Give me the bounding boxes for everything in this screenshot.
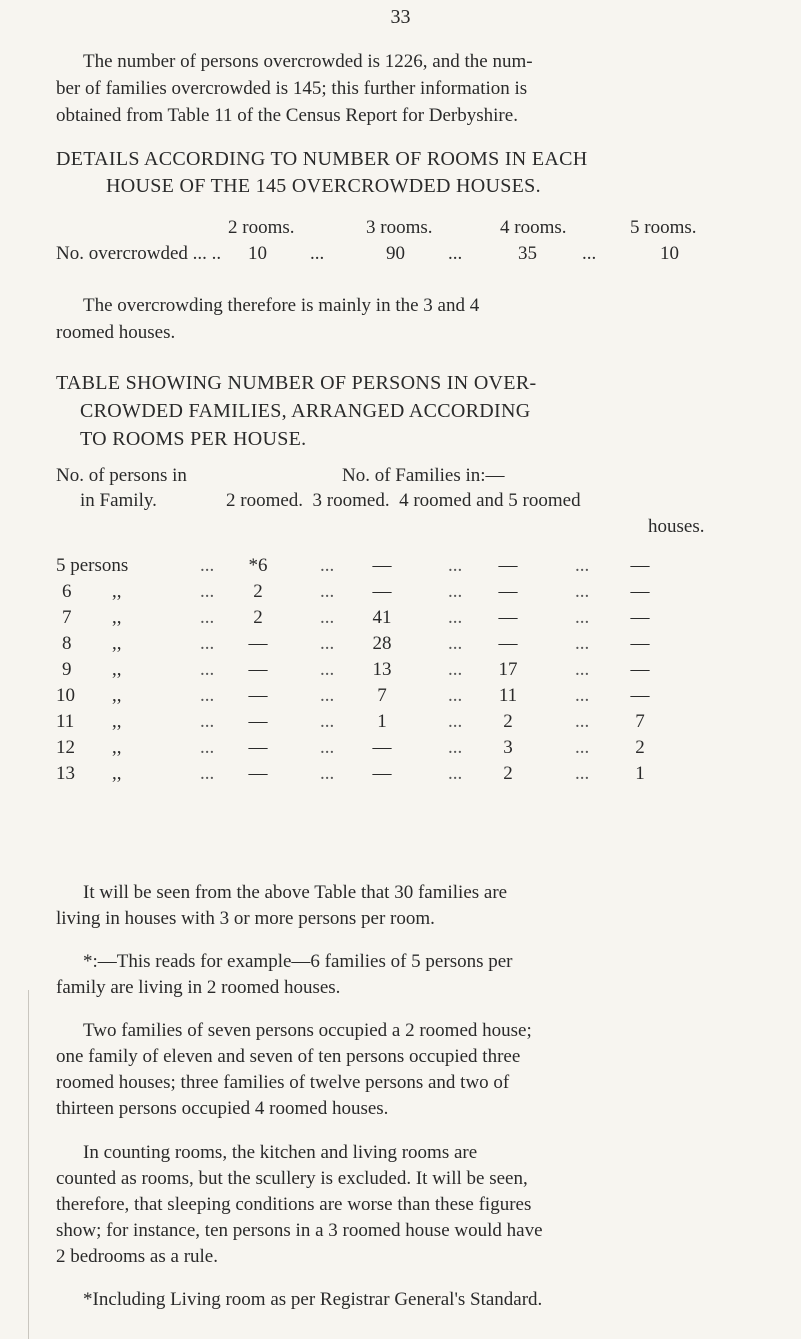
leader-dots: ... xyxy=(575,581,590,602)
details-heading-line-1: DETAILS ACCORDING TO NUMBER OF ROOMS IN EACH xyxy=(56,148,588,170)
cell-3-roomed: — xyxy=(372,555,392,576)
ditto-mark: ,, xyxy=(112,659,122,680)
persons-heading-line-1: TABLE SHOWING NUMBER OF PERSONS IN OVER- xyxy=(56,372,537,394)
rooms-header-5: 5 rooms. xyxy=(630,217,697,238)
leader-dots: ... xyxy=(320,659,335,680)
intro-line-1: The number of persons overcrowded is 1226, and the num- xyxy=(83,51,533,72)
counting-line-3: therefore, that sleeping conditions are worse than these figures xyxy=(56,1194,532,1215)
rooms-value-4: 35 xyxy=(518,243,537,264)
rooms-value-3: 90 xyxy=(386,243,405,264)
persons-count: 11 xyxy=(56,711,75,732)
leader-dots: ... xyxy=(575,659,590,680)
cell-4-roomed: — xyxy=(498,633,518,654)
cell-2-roomed: 2 xyxy=(253,607,263,628)
families-col-head-2: 2 roomed. 3 roomed. 4 roomed and 5 roomed xyxy=(226,490,581,511)
leader-dots: ... xyxy=(200,763,215,784)
leader-dots: ... xyxy=(320,711,335,732)
cell-3-roomed: 41 xyxy=(372,607,392,628)
leader-dots: ... xyxy=(448,607,463,628)
families-col-head-1: No. of Families in:— xyxy=(342,465,505,486)
leader-dots: ... xyxy=(448,737,463,758)
persons-count: 5 persons xyxy=(56,555,129,576)
two-families-line-1: Two families of seven persons occupied a 2 roomed house; xyxy=(83,1020,532,1041)
cell-3-roomed: — xyxy=(372,763,392,784)
ditto-mark: ,, xyxy=(112,737,122,758)
cell-3-roomed: 13 xyxy=(372,659,392,680)
margin-rule xyxy=(28,990,29,1339)
rooms-dots: ... xyxy=(448,243,463,264)
leader-dots: ... xyxy=(200,685,215,706)
persons-count: 12 xyxy=(56,737,75,758)
leader-dots: ... xyxy=(448,711,463,732)
cell-4-roomed: 11 xyxy=(498,685,518,706)
leader-dots: ... xyxy=(320,633,335,654)
cell-4-roomed: 2 xyxy=(503,711,513,732)
ditto-mark: ,, xyxy=(112,581,122,602)
cell-5-roomed: — xyxy=(630,607,650,628)
leader-dots: ... xyxy=(575,555,590,576)
families-col-head-3: houses. xyxy=(648,516,705,537)
leader-dots: ... xyxy=(320,737,335,758)
counting-line-5: 2 bedrooms as a rule. xyxy=(56,1246,218,1267)
rooms-row-label: No. overcrowded ... .. xyxy=(56,243,222,264)
leader-dots: ... xyxy=(200,711,215,732)
counting-line-4: show; for instance, ten persons in a 3 roomed house would have xyxy=(56,1220,543,1241)
rooms-dots: ... xyxy=(582,243,597,264)
ditto-mark: ,, xyxy=(112,633,122,654)
page-number: 33 xyxy=(390,6,411,28)
leader-dots: ... xyxy=(575,763,590,784)
leader-dots: ... xyxy=(320,581,335,602)
cell-2-roomed: — xyxy=(248,685,268,706)
two-families-line-3: roomed houses; three families of twelve persons and two of xyxy=(56,1072,510,1093)
cell-4-roomed: 3 xyxy=(503,737,513,758)
rooms-header-4: 4 rooms. xyxy=(500,217,567,238)
cell-2-roomed: — xyxy=(248,763,268,784)
persons-count: 13 xyxy=(56,763,75,784)
cell-4-roomed: — xyxy=(498,555,518,576)
cell-5-roomed: 1 xyxy=(635,763,645,784)
leader-dots: ... xyxy=(575,633,590,654)
cell-3-roomed: 1 xyxy=(377,711,387,732)
mainly-line-2: roomed houses. xyxy=(56,322,176,343)
cell-2-roomed: *6 xyxy=(248,555,268,576)
cell-3-roomed: — xyxy=(372,581,392,602)
cell-2-roomed: — xyxy=(248,633,268,654)
cell-3-roomed: — xyxy=(372,737,392,758)
example-line-1: *:—This reads for example—6 families of 5 persons per xyxy=(83,951,513,972)
mainly-line-1: The overcrowding therefore is mainly in the 3 and 4 xyxy=(83,295,480,316)
leader-dots: ... xyxy=(200,659,215,680)
leader-dots: ... xyxy=(320,685,335,706)
ditto-mark: ,, xyxy=(112,607,122,628)
final-footnote: *Including Living room as per Registrar General's Standard. xyxy=(83,1289,543,1310)
leader-dots: ... xyxy=(575,711,590,732)
cell-5-roomed: 7 xyxy=(635,711,645,732)
cell-2-roomed: 2 xyxy=(253,581,263,602)
persons-col-head-2: in Family. xyxy=(80,490,157,511)
rooms-dots: ... xyxy=(310,243,325,264)
intro-line-3: obtained from Table 11 of the Census Report for Derbyshire. xyxy=(56,105,518,126)
leader-dots: ... xyxy=(448,685,463,706)
cell-5-roomed: 2 xyxy=(635,737,645,758)
counting-line-2: counted as rooms, but the scullery is excluded. It will be seen, xyxy=(56,1168,528,1189)
persons-count: 7 xyxy=(62,607,72,628)
cell-5-roomed: — xyxy=(630,685,650,706)
leader-dots: ... xyxy=(575,607,590,628)
cell-3-roomed: 7 xyxy=(377,685,387,706)
persons-heading-line-3: TO ROOMS PER HOUSE. xyxy=(80,428,307,450)
leader-dots: ... xyxy=(575,737,590,758)
rooms-value-5: 10 xyxy=(660,243,679,264)
cell-4-roomed: 2 xyxy=(503,763,513,784)
rooms-value-2: 10 xyxy=(248,243,267,264)
rooms-header-2: 2 rooms. xyxy=(228,217,295,238)
cell-2-roomed: — xyxy=(248,659,268,680)
persons-count: 6 xyxy=(62,581,72,602)
counting-line-1: In counting rooms, the kitchen and living rooms are xyxy=(83,1142,478,1163)
details-heading-line-2: HOUSE OF THE 145 OVERCROWDED HOUSES. xyxy=(106,175,541,197)
leader-dots: ... xyxy=(448,763,463,784)
ditto-mark: ,, xyxy=(112,685,122,706)
leader-dots: ... xyxy=(200,737,215,758)
cell-5-roomed: — xyxy=(630,555,650,576)
persons-col-head-1: No. of persons in xyxy=(56,465,187,486)
leader-dots: ... xyxy=(448,555,463,576)
example-line-2: family are living in 2 roomed houses. xyxy=(56,977,341,998)
ditto-mark: ,, xyxy=(112,763,122,784)
leader-dots: ... xyxy=(575,685,590,706)
seen-line-1: It will be seen from the above Table that 30 families are xyxy=(83,882,508,903)
leader-dots: ... xyxy=(448,659,463,680)
leader-dots: ... xyxy=(200,581,215,602)
cell-4-roomed: — xyxy=(498,607,518,628)
leader-dots: ... xyxy=(448,581,463,602)
leader-dots: ... xyxy=(320,607,335,628)
two-families-line-4: thirteen persons occupied 4 roomed houses. xyxy=(56,1098,389,1119)
persons-count: 9 xyxy=(62,659,72,680)
cell-4-roomed: — xyxy=(498,581,518,602)
cell-2-roomed: — xyxy=(248,711,268,732)
cell-5-roomed: — xyxy=(630,659,650,680)
persons-heading-line-2: CROWDED FAMILIES, ARRANGED ACCORDING xyxy=(80,400,531,422)
leader-dots: ... xyxy=(320,763,335,784)
leader-dots: ... xyxy=(448,633,463,654)
rooms-header-3: 3 rooms. xyxy=(366,217,433,238)
persons-count: 10 xyxy=(56,685,75,706)
cell-5-roomed: — xyxy=(630,633,650,654)
cell-5-roomed: — xyxy=(630,581,650,602)
seen-line-2: living in houses with 3 or more persons per room. xyxy=(56,908,435,929)
leader-dots: ... xyxy=(200,607,215,628)
cell-3-roomed: 28 xyxy=(372,633,392,654)
leader-dots: ... xyxy=(320,555,335,576)
persons-count: 8 xyxy=(62,633,72,654)
leader-dots: ... xyxy=(200,633,215,654)
cell-2-roomed: — xyxy=(248,737,268,758)
cell-4-roomed: 17 xyxy=(498,659,518,680)
intro-line-2: ber of families overcrowded is 145; this further information is xyxy=(56,78,528,99)
ditto-mark: ,, xyxy=(112,711,122,732)
two-families-line-2: one family of eleven and seven of ten persons occupied three xyxy=(56,1046,521,1067)
leader-dots: ... xyxy=(200,555,215,576)
